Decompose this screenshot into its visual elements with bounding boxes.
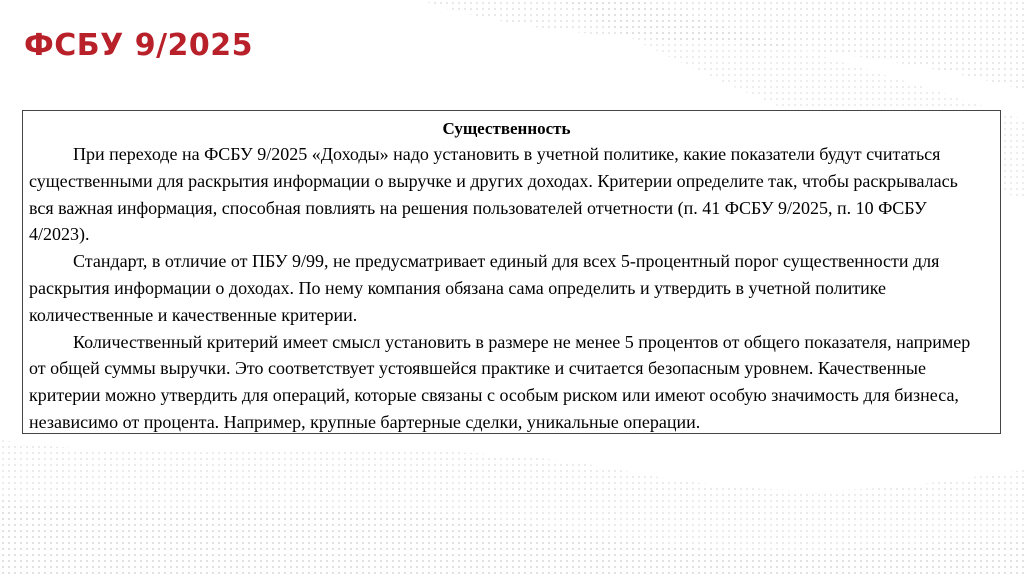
paragraph-3: Количественный критерий имеет смысл установить в размере не менее 5 процентов от общего показателя, например от общей суммы выручки. Это соответствует устоявшейся практике и считается безопасным уровнем. Качественные критерии можно утвердить для операций, которые связаны с особым риском или имеют особую значимость для бизнеса, независимо от процента. Например, крупные бартерные сделки, уникальные операции. xyxy=(29,331,971,432)
paragraph-2: Стандарт, в отличие от ПБУ 9/99, не предусматривает единый для всех 5-процентный порог существенности для раскрытия информации о доходах. По нему компания обязана сама определить и утвердить в учетной политике количественные и качественные критерии. xyxy=(29,251,940,325)
slide-title: ФСБУ 9/2025 xyxy=(24,28,254,63)
box-heading: Существенность xyxy=(442,119,571,138)
materiality-text-box xyxy=(22,110,1001,434)
paragraph-1: При переходе на ФСБУ 9/2025 «Доходы» надо установить в учетной политике, какие показатели будут считаться существенными для раскрытия информации о выручке и других доходах. Критерии определите так, чтобы раскрывалась вся важная информация, способная повлиять на решения пользователей отчетности (п. 41 ФСБУ 9/2025, п. 10 ФСБУ 4/2023). xyxy=(29,144,958,245)
